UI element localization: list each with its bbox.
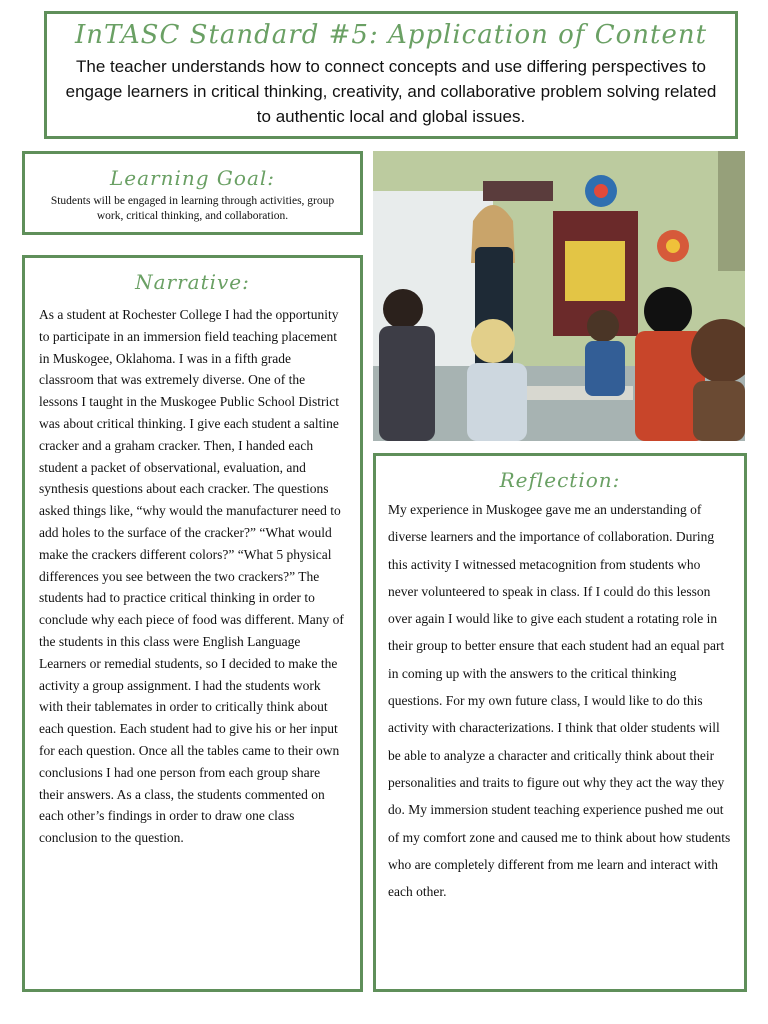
learning-goal-text: Students will be engaged in learning through activities, group work, critical thinking, and collaboration.	[50, 195, 335, 222]
narrative-box	[22, 255, 363, 992]
learning-goal-heading: Learning Goal:	[110, 166, 275, 190]
standard-description: The teacher understands how to connect concepts and use differing perspectives to engage learners in critical thinking, creativity, and collaborative problem solving related to authentic local and global issues.	[65, 57, 717, 126]
reflection-box	[373, 453, 747, 992]
standard-title: InTASC Standard #5: Application of Content	[74, 20, 708, 50]
reflection-text: My experience in Muskogee gave me an understanding of diverse learners and the importance of collaboration. During this activity I witnessed metacognition from students who never volunteered to speak in class. If I could do this lesson over again I would like to give each student a rotating role in their group to better ensure that each student had an equal part in coming up with the answers to the critical thinking questions. For my own future class, I would like to do this activity with characterizations. I think that older students will be able to analyze a character and critically think about their personalities and traits to figure out why they act the way they do. My immersion student teaching experience pushed me out of my comfort zone and caused me to think about how students who are completely different from me learn and interact with each other.	[388, 502, 731, 900]
classroom-photo	[373, 151, 745, 441]
classroom-photo-illustration	[373, 151, 745, 441]
learning-goal-box	[22, 151, 363, 235]
narrative-heading: Narrative:	[135, 270, 250, 294]
narrative-text: As a student at Rochester College I had the opportunity to participate in an immersion field teaching placement in Muskogee, Oklahoma. I was in a fifth grade classroom that was extremely diverse. One of the lessons I taught in the Muskogee Public School District was about critical thinking. I give each student a saltine cracker and a graham cracker. Then, I handed each student a packet of observational, evaluation, and synthesis questions about each cracker. The questions asked things like, “why would the manufacturer need to add holes to the surface of the cracker?” “What would make the crackers different colors?” “What 5 physical differences you see between the two crackers?” The students had to practice critical thinking in order to conclude why each piece of food was different. Many of the students in this class were English Language Learners or remedial students, so I decided to make the activity a group assignment. I had the students work with their tablemates in order to critically think about each question. Each student had to give his or her input for each question. Once all the tables came to their own conclusions I had one person from each group share their answers. As a class, the students commented on each other’s findings in order to draw one class conclusion to the question.	[39, 307, 344, 846]
reflection-heading: Reflection:	[499, 468, 621, 492]
standard-header	[44, 11, 738, 139]
